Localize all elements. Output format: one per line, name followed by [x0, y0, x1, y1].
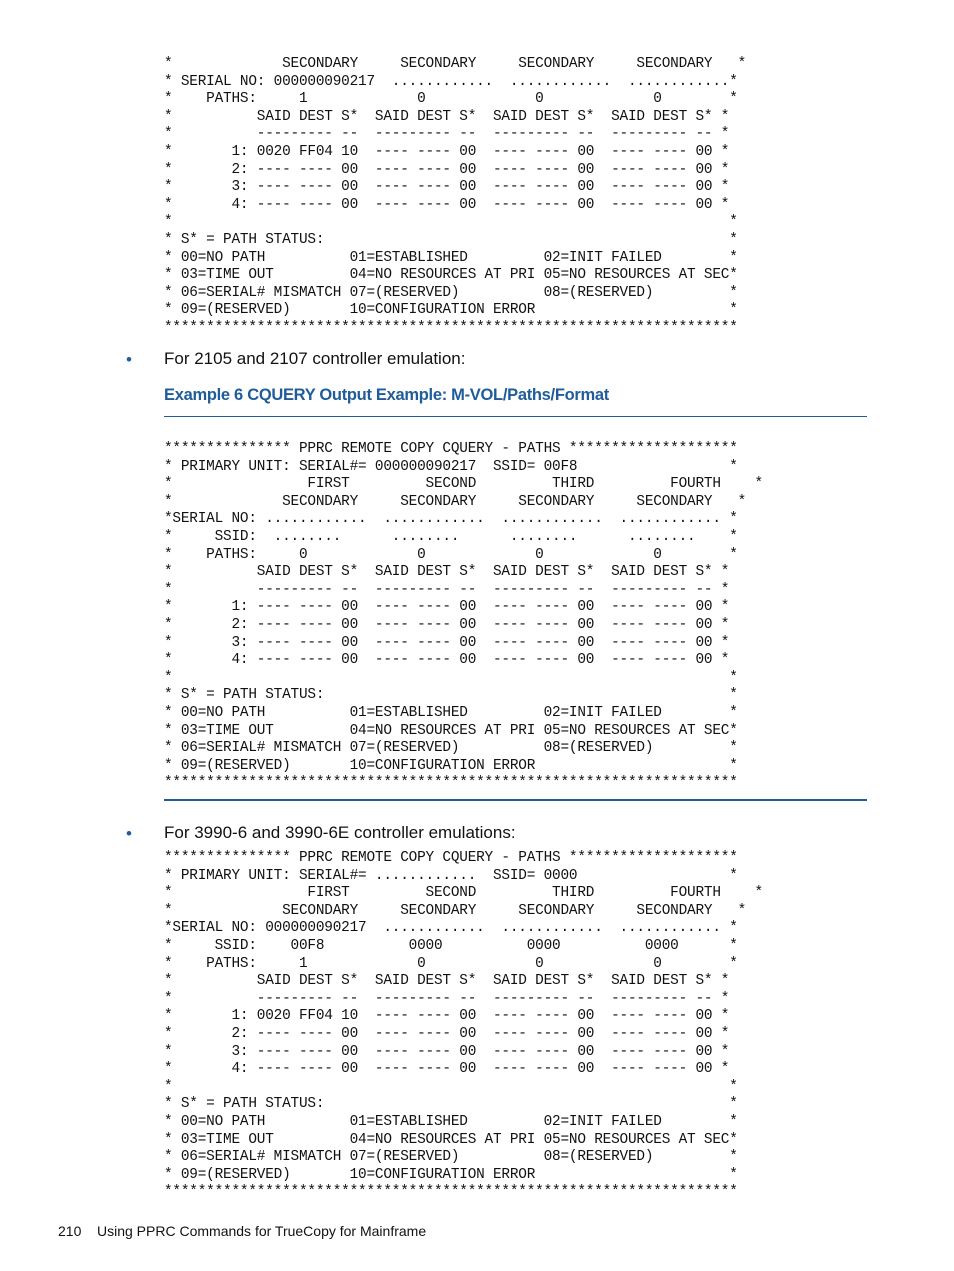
example-top-rule [164, 416, 867, 417]
code-block-2: *************** PPRC REMOTE COPY CQUERY - PATHS ******************** * PRIMARY UNIT: SERIAL#= 000000090217 SSID= 00F8 * * FIRST SECOND THIRD FOURTH * * SECONDARY SECONDARY SECONDARY SECONDARY * *SERIAL NO: ............ ............ ............ ............ * * SSID: ........ ........ ........ ........ * * PATHS: 0 0 0 0 * * SAID DEST S* SAID DEST S* SAID DEST S* SAID DEST S* * * --------- -- --------- -- --------- -- --------- -- * * 1: ---- ---- 00 ---- ---- 00 ---- ---- 00 ---- ---- 00 * * 2: ---- ---- 00 ---- ---- 00 ---- ---- 00 ---- ---- 00 * * 3: ---- ---- 00 ---- ---- 00 ---- ---- 00 ---- ---- 00 * * 4: ---- ---- 00 ---- ---- 00 ---- ---- 00 ---- ---- 00 * * * * S* = PATH STATUS: * * 00=NO PATH 01=ESTABLISHED 02=INIT FAILED * * 03=TIME OUT 04=NO RESOURCES AT PRI 05=NO RESOURCES AT SEC* * 06=SERIAL# MISMATCH 07=(RESERVED) 08=(RESERVED) * * 09=(RESERVED) 10=CONFIGURATION ERROR * ******************************************************************** [164, 441, 763, 792]
bullet-icon: • [126, 824, 132, 843]
code-block-3: *************** PPRC REMOTE COPY CQUERY - PATHS ******************** * PRIMARY UNIT: SERIAL#= ............ SSID= 0000 * * FIRST SECOND THIRD FOURTH * * SECONDARY SECONDARY SECONDARY SECONDARY * *SERIAL NO: 000000090217 ............ ............ ............ * * SSID: 00F8 0000 0000 0000 * * PATHS: 1 0 0 0 * * SAID DEST S* SAID DEST S* SAID DEST S* SAID DEST S* * * --------- -- --------- -- --------- -- --------- -- * * 1: 0020 FF04 10 ---- ---- 00 ---- ---- 00 ---- ---- 00 * * 2: ---- ---- 00 ---- ---- 00 ---- ---- 00 ---- ---- 00 * * 3: ---- ---- 00 ---- ---- 00 ---- ---- 00 ---- ---- 00 * * 4: ---- ---- 00 ---- ---- 00 ---- ---- 00 ---- ---- 00 * * * * S* = PATH STATUS: * * 00=NO PATH 01=ESTABLISHED 02=INIT FAILED * * 03=TIME OUT 04=NO RESOURCES AT PRI 05=NO RESOURCES AT SEC* * 06=SERIAL# MISMATCH 07=(RESERVED) 08=(RESERVED) * * 09=(RESERVED) 10=CONFIGURATION ERROR * ******************************************************************** [164, 850, 763, 1201]
footer-title: Using PPRC Commands for TrueCopy for Mainframe [97, 1223, 427, 1239]
bullet-text-3990: For 3990-6 and 3990-6E controller emulations: [164, 823, 516, 842]
bullet-icon: • [126, 350, 132, 369]
example-title: Example 6 CQUERY Output Example: M-VOL/Paths/Format [164, 386, 609, 404]
bullet-text-2105-2107: For 2105 and 2107 controller emulation: [164, 349, 466, 368]
code-block-1: * SECONDARY SECONDARY SECONDARY SECONDARY * * SERIAL NO: 000000090217 ............ ............ ............* * PATHS: 1 0 0 0 * * SAID DEST S* SAID DEST S* SAID DEST S* SAID DEST S* * * --------- -- --------- -- --------- -- --------- -- * * 1: 0020 FF04 10 ---- ---- 00 ---- ---- 00 ---- ---- 00 * * 2: ---- ---- 00 ---- ---- 00 ---- ---- 00 ---- ---- 00 * * 3: ---- ---- 00 ---- ---- 00 ---- ---- 00 ---- ---- 00 * * 4: ---- ---- 00 ---- ---- 00 ---- ---- 00 ---- ---- 00 * * * * S* = PATH STATUS: * * 00=NO PATH 01=ESTABLISHED 02=INIT FAILED * * 03=TIME OUT 04=NO RESOURCES AT PRI 05=NO RESOURCES AT SEC* * 06=SERIAL# MISMATCH 07=(RESERVED) 08=(RESERVED) * * 09=(RESERVED) 10=CONFIGURATION ERROR * ******************************************************************** [164, 56, 747, 336]
page-number: 210 [58, 1223, 82, 1239]
example-bottom-rule [164, 799, 867, 801]
